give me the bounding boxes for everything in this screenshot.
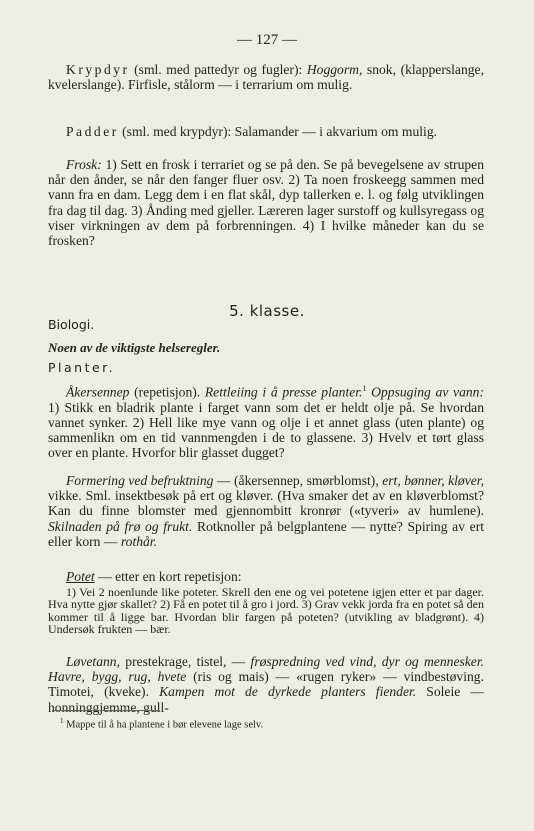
paragraph-padder: Padder (sml. med krypdyr): Salamander — i akvarium om mulig. [66, 124, 438, 139]
term-padder: Padder [66, 124, 119, 139]
term-frosk: Frosk: [66, 157, 102, 172]
biology-label: Biologi. [48, 317, 95, 332]
paragraph-potet: Potet — etter en kort repetisjon: [66, 569, 242, 584]
paragraph-potet-tasks: 1) Vei 2 noenlunde like poteter. Skrell den ene og vei potetene igjen etter et par dager. Hva nytte gjør skallet? 2) Få en potet til å gro i jord. 3) Grav vekk jorda fra en potet så den kommer til å ligge bar. Hvordan blir fargen på poteten? (utvikling av bladgrønt). 4) Undersøk frukten — bær. [48, 585, 484, 637]
term-krypdyr: Krypdyr [66, 62, 130, 77]
page-number: — 127 — [237, 32, 297, 48]
footnote-divider [52, 710, 160, 711]
paragraph-akersennep: Åkersennep (repetisjon). Rettleiing i å presse planter.$^1$ Oppsuging av vann: 1) Stikk en bladrik plante i farget vann som det er heldt olje på. Se hvordan vannet synker. 2) Hell like mye vann og olje i et annet glass (uten plante) og sammenlikn om en tid vannmengden i de to glassene. 3) Hvelv et tørt glass over en plante. Hvorfor blir glasset dugget? [48, 384, 485, 461]
planter-label: Planter. [48, 360, 116, 375]
paragraph-krypdyr: Krypdyr (sml. med pattedyr og fugler): Hoggorm, snok, (klapperslange, kvelerslange). Firfisle, stålorm — i terrarium om mulig. [48, 62, 484, 93]
paragraph-formering: Formering ved befruktning — (åkersennep, smørblomst), ert, bønner, kløver, vikke. Sml. insektbesøk på ert og kløver. (Hva smaker det av en kløverblomst? Kan du finne blomster med gjennombitt kronrør («tyveri» av humlene). Skilnaden på frø og frukt. Rotknoller på belgplantene — nytte? Spiring av ert eller korn — rothår. [48, 473, 484, 549]
footnote: $^1$ Mappe til å ha plantene i bør elevene lage selv. [60, 717, 264, 731]
subheading: Noen av de viktigste helseregler. [48, 340, 221, 355]
paragraph-lovetann: Løvetann, prestekrage, tistel, — frøspredning ved vind, dyr og mennesker. Havre, bygg, rug, hvete (ris og mais) — «rugen ryker» — vindbestøving. Timotei, (kveke). Kampen mot de dyrkede planters fiender. Soleie — honninggjemme, gull- [48, 654, 485, 715]
footnote-ref: 1 [362, 384, 367, 393]
paragraph-frosk: Frosk: 1) Sett en frosk i terrariet og se på den. Se på bevegelsene av strupen når den ånder, se når den fanger fluer osv. 2) Ta noen froskeegg sammen med vann fra en dam. Legg dem i en flat skål, dyp tallerken e. l. og følg utviklingen fra dag til dag. 3) Ånding med gjeller. Læreren lager surstoff og kullsyregass og viser virkningen av dem på forbrenningen. 4) I hvilke måneder kan du se frosken? [48, 157, 484, 249]
section-title: 5. klasse. [229, 302, 305, 320]
